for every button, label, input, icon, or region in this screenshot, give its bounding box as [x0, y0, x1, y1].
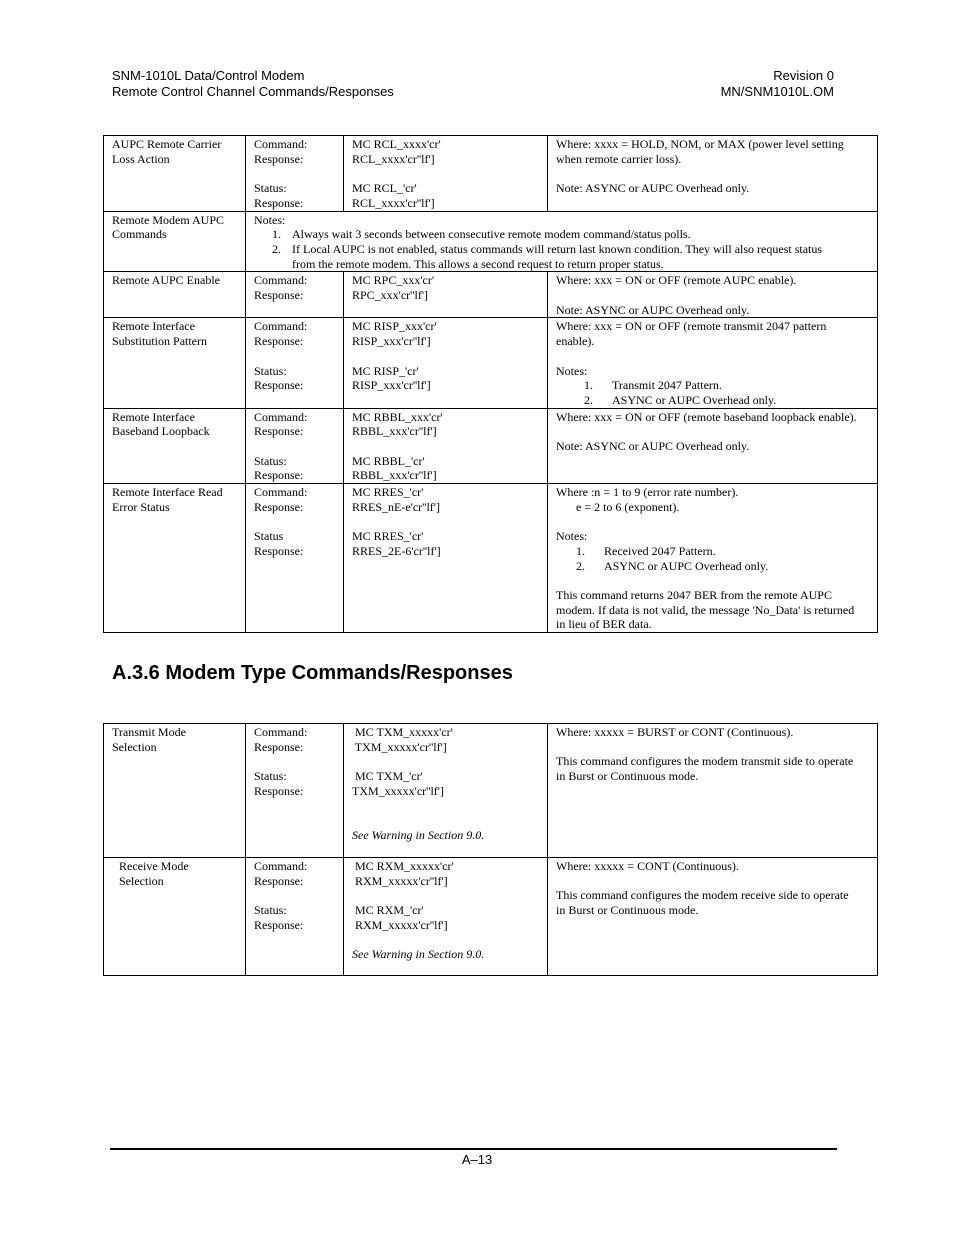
description-line: Where: xxxxx = CONT (Continuous). — [556, 859, 739, 873]
command-syntax: MC RRES_'cr' — [352, 485, 424, 500]
running-header-right — [721, 68, 834, 100]
response-label: Response: — [254, 288, 304, 303]
parameter-name-cell — [104, 858, 246, 976]
parameter-name-cell — [104, 211, 246, 272]
description-line: enable). — [556, 334, 595, 349]
label-cell — [246, 724, 344, 858]
response-syntax: RRES_nE-e'cr''lf'] — [352, 499, 440, 514]
status-label: Status: — [254, 769, 287, 784]
parameter-name-cell — [104, 724, 246, 858]
parameter-name: Remote AUPC Enable — [112, 273, 220, 288]
response-label: Response: — [254, 468, 304, 483]
command-syntax: MC RPC_xxx'cr' — [352, 273, 435, 288]
response-label: Response: — [254, 499, 304, 514]
parameter-name-cell — [104, 272, 246, 318]
response-syntax: RCL_xxxx'cr''lf'] — [352, 151, 435, 166]
note-text: Received 2047 Pattern. — [604, 543, 716, 558]
label-cell — [246, 318, 344, 408]
command-syntax-cell — [344, 318, 548, 408]
command-syntax-cell — [344, 272, 548, 318]
running-header-left — [112, 68, 394, 100]
status-label: Status: — [254, 453, 287, 468]
parameter-name: Commands — [112, 227, 167, 242]
command-syntax-cell — [344, 484, 548, 633]
status-syntax: MC RCL_'cr' — [352, 181, 417, 196]
description-line: Where: xxx = ON or OFF (remote transmit 2047 pattern — [556, 319, 827, 334]
status-syntax: MC RRES_'cr' — [352, 529, 424, 544]
description-line: This command returns 2047 BER from the remote AUPC — [556, 588, 832, 602]
note-item: 2. If Local AUPC is not enabled, status commands will return last known condition. They will also request status from the remote modem. This allows a second request to return proper status. — [272, 241, 823, 271]
response-syntax: RXM_xxxxx'cr''lf'] — [352, 873, 448, 888]
description-line: in Burst or Continuous mode. — [556, 769, 699, 784]
command-label: Command: — [254, 859, 308, 873]
description-line: Where :n = 1 to 9 (error rate number). — [556, 485, 739, 500]
response-syntax: RISP_xxx'cr''lf'] — [352, 378, 431, 393]
revision-label: Revision 0 — [773, 68, 834, 83]
command-syntax: MC RXM_xxxxx'cr' — [352, 859, 454, 873]
description-line: modem. If data is not valid, the message 'No_Data' is returned — [556, 602, 855, 617]
response-syntax: TXM_xxxxx'cr''lf'] — [352, 783, 444, 798]
status-label: Status: — [254, 363, 287, 378]
footer-rule — [110, 1148, 837, 1150]
response-syntax: RBBL_xxx'cr''lf'] — [352, 468, 437, 483]
description-cell — [548, 318, 878, 408]
description-line: e = 2 to 6 (exponent). — [576, 499, 680, 514]
status-label: Status: — [254, 903, 287, 918]
warning-reference: See Warning in Section 9.0. — [352, 947, 485, 962]
label-cell — [246, 272, 344, 318]
response-label: Response: — [254, 783, 304, 798]
label-cell — [246, 484, 344, 633]
response-syntax: RPC_xxx'cr''lf'] — [352, 288, 428, 303]
response-syntax: RCL_xxxx'cr''lf'] — [352, 195, 435, 210]
parameter-name: Selection — [119, 873, 164, 888]
label-cell — [246, 136, 344, 212]
description-line: This command configures the modem receive side to operate — [556, 888, 849, 903]
description-line: Where: xxx = ON or OFF (remote AUPC enable). — [556, 273, 797, 288]
table-row — [104, 272, 878, 318]
response-label: Response: — [254, 543, 304, 558]
section-heading: A.3.6 Modem Type Commands/Responses — [112, 662, 513, 684]
response-label: Response: — [254, 334, 304, 349]
response-syntax: RBBL_xxx'cr''lf'] — [352, 424, 437, 439]
table-row — [104, 858, 878, 976]
command-syntax-cell — [344, 408, 548, 484]
parameter-name: Receive Mode — [119, 859, 189, 873]
command-label: Command: — [254, 725, 308, 739]
parameter-name: Transmit Mode — [112, 725, 186, 739]
parameter-name: Remote Interface Read — [112, 485, 223, 500]
note-text: from the remote modem. This allows a second request to return proper status. — [292, 256, 664, 271]
table-row — [104, 724, 878, 858]
status-syntax: MC TXM_'cr' — [352, 769, 423, 784]
remote-aupc-commands-table — [103, 135, 878, 633]
description-line: when remote carrier loss). — [556, 151, 682, 166]
modem-type-commands-table — [103, 723, 878, 976]
note-text: ASYNC or AUPC Overhead only. — [604, 558, 769, 573]
response-syntax: RRES_2E-6'cr''lf'] — [352, 543, 441, 558]
response-label: Response: — [254, 195, 304, 210]
description-line: in Burst or Continuous mode. — [556, 903, 699, 918]
description-line: Where: xxx = ON or OFF (remote baseband loopback enable). — [556, 409, 857, 424]
note-text: Transmit 2047 Pattern. — [612, 378, 722, 393]
notes-label: Notes: — [556, 529, 588, 544]
parameter-name: Selection — [112, 739, 157, 754]
note-item: 2. ASYNC or AUPC Overhead only. — [576, 558, 769, 573]
parameter-name: Remote Interface — [112, 409, 195, 424]
note-line: Note: ASYNC or AUPC Overhead only. — [556, 439, 750, 453]
response-label: Response: — [254, 739, 304, 754]
response-label: Response: — [254, 873, 304, 888]
note-line: Note: ASYNC or AUPC Overhead only. — [556, 181, 750, 196]
note-item: 1. Always wait 3 seconds between consecutive remote modem command/status polls. — [272, 227, 691, 242]
parameter-name: Error Status — [112, 499, 170, 514]
note-item: 1. Transmit 2047 Pattern. — [584, 378, 722, 393]
response-syntax: RISP_xxx'cr''lf'] — [352, 334, 431, 349]
parameter-name: Loss Action — [112, 151, 170, 166]
response-label: Response: — [254, 151, 304, 166]
notes-label: Notes: — [254, 212, 286, 227]
description-cell — [548, 408, 878, 484]
parameter-name: Remote Modem AUPC — [112, 212, 225, 227]
label-cell — [246, 858, 344, 976]
description-cell — [548, 272, 878, 318]
table-row — [104, 318, 878, 408]
parameter-name-cell — [104, 136, 246, 212]
table-row — [104, 408, 878, 484]
document-number: MN/SNM1010L.OM — [720, 84, 834, 99]
description-cell — [548, 858, 878, 976]
parameter-name-cell — [104, 318, 246, 408]
command-syntax-cell — [344, 724, 548, 858]
warning-reference: See Warning in Section 9.0. — [352, 827, 485, 842]
description-line: in lieu of BER data. — [556, 617, 652, 632]
response-label: Response: — [254, 378, 304, 393]
note-text: ASYNC or AUPC Overhead only. — [612, 392, 777, 407]
note-item: 1. Received 2047 Pattern. — [576, 543, 716, 558]
label-cell — [246, 408, 344, 484]
command-syntax: MC RCL_xxxx'cr' — [352, 137, 441, 151]
command-syntax-cell — [344, 136, 548, 212]
command-label: Command: — [254, 137, 308, 151]
response-label: Response: — [254, 917, 304, 932]
table-row — [104, 484, 878, 633]
table-row — [104, 211, 878, 272]
notes-cell — [246, 211, 878, 272]
parameter-name: Substitution Pattern — [112, 334, 208, 349]
status-syntax: MC RXM_'cr' — [352, 903, 424, 918]
command-syntax: MC TXM_xxxxx'cr' — [352, 725, 453, 739]
parameter-name-cell — [104, 484, 246, 633]
response-syntax: TXM_xxxxx'cr''lf'] — [352, 739, 447, 754]
status-label: Status: — [254, 181, 287, 196]
page-number: A–13 — [461, 1152, 493, 1167]
note-text: Always wait 3 seconds between consecutive remote modem command/status polls. — [292, 227, 691, 242]
description-cell — [548, 724, 878, 858]
status-label: Status — [254, 529, 284, 544]
parameter-name: Remote Interface — [112, 319, 195, 334]
description-line: Where: xxxx = HOLD, NOM, or MAX (power level setting — [556, 137, 844, 151]
note-text: If Local AUPC is not enabled, status commands will return last known condition. They will also request status — [292, 241, 823, 256]
parameter-name-cell — [104, 408, 246, 484]
note-line: Note: ASYNC or AUPC Overhead only. — [556, 302, 750, 317]
description-cell — [548, 484, 878, 633]
description-cell — [548, 136, 878, 212]
command-label: Command: — [254, 485, 308, 500]
command-syntax-cell — [344, 858, 548, 976]
notes-label: Notes: — [556, 363, 588, 378]
document-title: SNM-1010L Data/Control Modem — [112, 68, 305, 83]
command-label: Command: — [254, 409, 308, 424]
command-syntax: MC RISP_xxx'cr' — [352, 319, 437, 334]
table-row — [104, 136, 878, 212]
command-label: Command: — [254, 319, 308, 334]
command-label: Command: — [254, 273, 308, 288]
status-syntax: MC RISP_'cr' — [352, 363, 419, 378]
parameter-name: AUPC Remote Carrier — [112, 137, 222, 151]
response-syntax: RXM_xxxxx'cr''lf'] — [352, 917, 448, 932]
description-line: This command configures the modem transmit side to operate — [556, 754, 854, 769]
response-label: Response: — [254, 424, 304, 439]
command-syntax: MC RBBL_xxx'cr' — [352, 409, 443, 424]
description-line: Where: xxxxx = BURST or CONT (Continuous). — [556, 725, 794, 739]
note-item: 2. ASYNC or AUPC Overhead only. — [584, 392, 777, 407]
parameter-name: Baseband Loopback — [112, 424, 210, 439]
status-syntax: MC RBBL_'cr' — [352, 453, 425, 468]
section-subtitle: Remote Control Channel Commands/Responses — [112, 84, 394, 99]
